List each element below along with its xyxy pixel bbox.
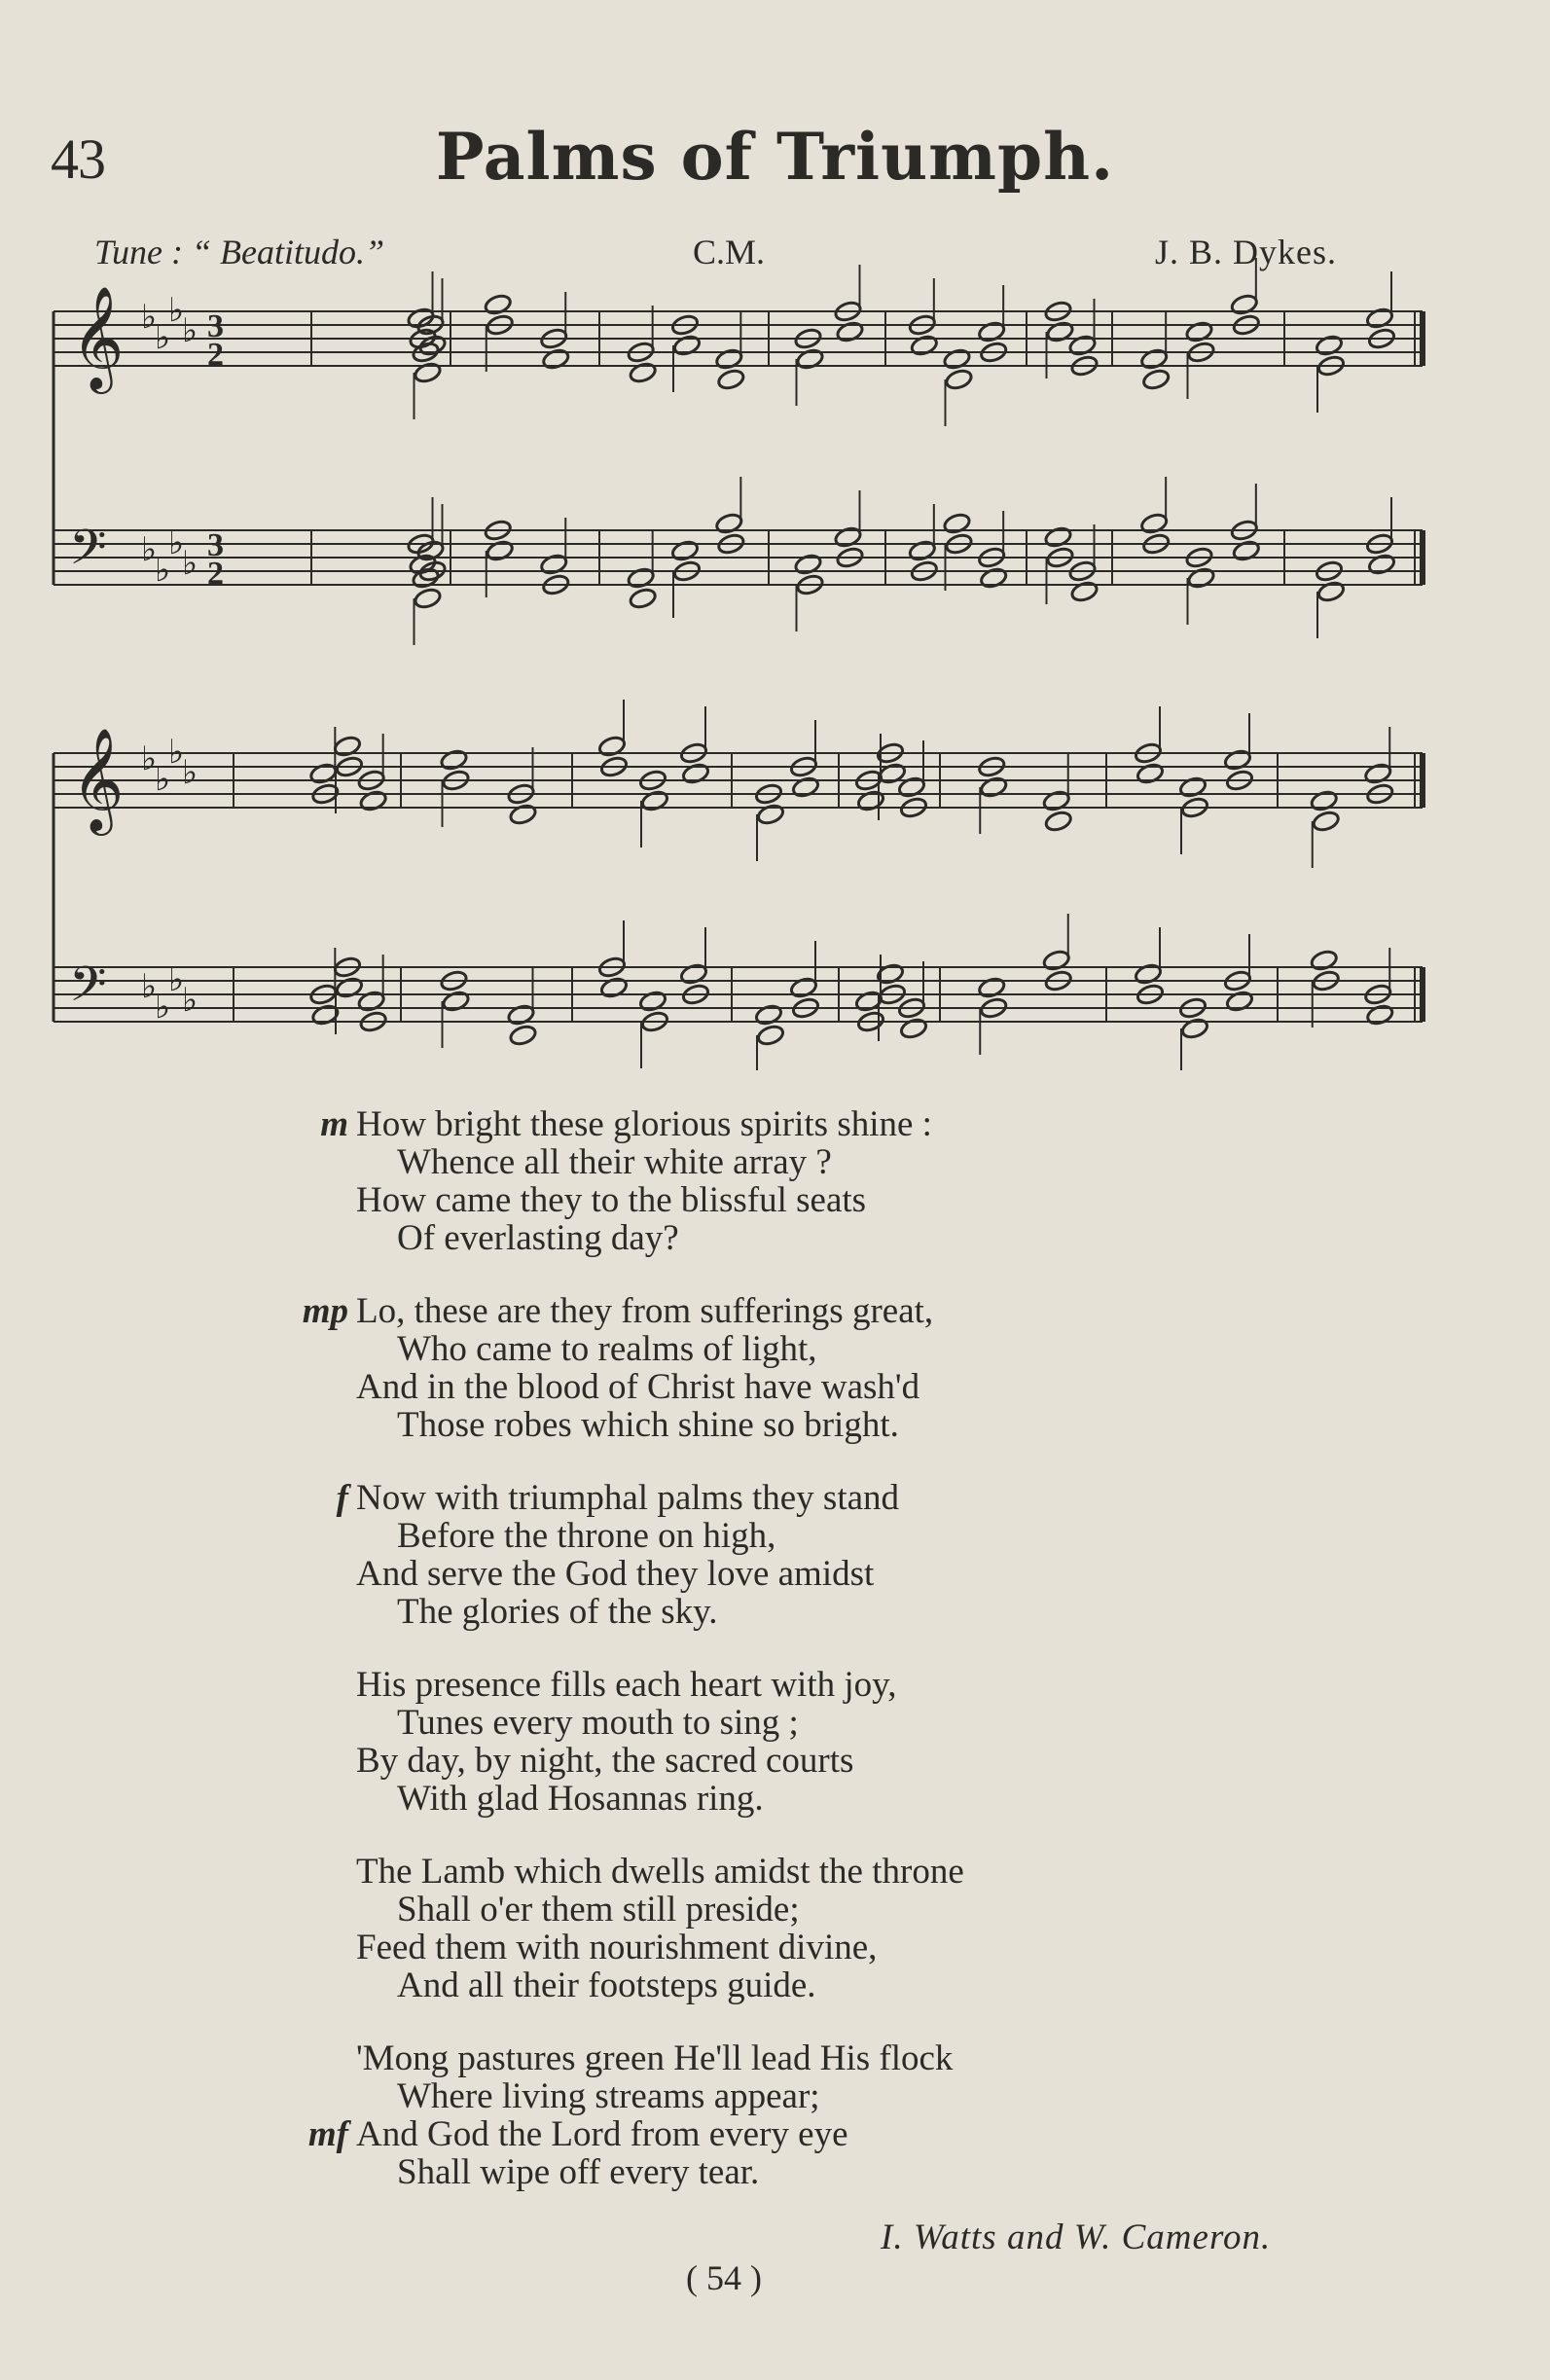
composer: J. B. Dykes. — [1155, 233, 1338, 271]
note-head — [486, 539, 515, 562]
note-head — [714, 347, 743, 371]
flat-icon: ♭ — [155, 318, 171, 357]
verse-line: His presence fills each heart with joy, — [356, 1665, 897, 1705]
flat-icon: ♭ — [141, 298, 158, 337]
time-signature-bottom: 2 — [207, 337, 224, 373]
note-head — [357, 990, 386, 1013]
verse-line: And in the blood of Christ have wash'd — [356, 1367, 920, 1407]
dynamic-mark: m — [320, 1104, 348, 1144]
tune-name: Tune : “ Beatitudo.” — [94, 233, 385, 271]
verse-6 — [292, 2039, 1362, 2191]
note-head — [1180, 1017, 1209, 1040]
verse-2 — [292, 1292, 1362, 1444]
note-head — [1044, 525, 1073, 549]
note-head — [638, 990, 667, 1013]
verse-line: Whence all their white array ? — [397, 1142, 832, 1182]
note-head — [541, 347, 570, 371]
note-head — [754, 1003, 783, 1027]
note-head — [910, 334, 939, 357]
verse-line: And serve the God they love amidst — [356, 1554, 875, 1594]
note-head — [716, 368, 745, 391]
flat-icon: ♭ — [182, 311, 198, 350]
flat-icon: ♭ — [168, 960, 185, 999]
flat-icon: ♭ — [182, 753, 198, 792]
note-head — [899, 1017, 928, 1040]
note-head — [1363, 762, 1392, 785]
note-head — [1134, 962, 1163, 986]
note-head — [1365, 307, 1394, 330]
author-credit: I. Watts and W. Cameron. — [881, 2218, 1272, 2257]
note-head — [1068, 334, 1098, 357]
note-head — [943, 347, 972, 371]
verse-line: With glad Hosannas ring. — [397, 1779, 764, 1819]
note-head — [791, 775, 820, 799]
bass-clef-icon: 𝄢 — [69, 520, 107, 588]
note-head — [836, 320, 865, 343]
note-head — [1230, 293, 1259, 316]
note-head — [1139, 347, 1169, 371]
flat-icon: ♭ — [182, 544, 198, 583]
verse-line: The glories of the sky. — [397, 1592, 718, 1632]
note-head — [1042, 949, 1071, 972]
note-head — [1139, 512, 1169, 535]
note-head — [1223, 748, 1252, 772]
note-head — [414, 361, 443, 384]
verse-line: And God the Lord from every eye — [356, 2114, 848, 2154]
note-head — [484, 293, 513, 316]
music-score — [0, 0, 1550, 1070]
verse-line: How bright these glorious spirits shine : — [356, 1104, 932, 1144]
flat-icon: ♭ — [141, 967, 158, 1006]
verse-line: Feed them with nourishment divine, — [356, 1928, 878, 1967]
note-head — [1042, 789, 1071, 812]
verse-1 — [292, 1105, 1362, 1257]
note-head — [333, 735, 362, 758]
verse-line: Those robes which shine so bright. — [397, 1405, 899, 1445]
note-head — [1185, 320, 1214, 343]
note-head — [335, 976, 364, 999]
note-head — [789, 976, 818, 999]
verse-line: Shall wipe off every tear. — [397, 2152, 760, 2192]
hymn-title: Palms of Triumph. — [435, 119, 1115, 195]
note-head — [627, 566, 656, 590]
note-head — [359, 789, 388, 812]
flat-icon: ♭ — [155, 988, 171, 1027]
hymn-number: 43 — [51, 127, 105, 191]
note-head — [878, 762, 907, 785]
meter: C.M. — [693, 233, 766, 271]
verse-line: 'Mong pastures green He'll lead His flock — [356, 2038, 954, 2078]
note-head — [1365, 1003, 1394, 1027]
note-head — [442, 990, 471, 1013]
treble-clef-icon: 𝄞 — [71, 727, 125, 831]
bass-clef-icon: 𝄢 — [69, 956, 107, 1025]
flat-icon: ♭ — [168, 733, 185, 772]
note-head — [670, 539, 700, 562]
note-head — [599, 976, 629, 999]
treble-clef-icon: 𝄞 — [71, 285, 125, 389]
time-signature-top: 3 — [207, 527, 224, 563]
verse-line: Of everlasting day? — [397, 1218, 679, 1258]
verse-5 — [292, 1853, 1362, 2004]
verse-3 — [292, 1479, 1362, 1631]
note-head — [308, 762, 338, 785]
note-head — [679, 962, 708, 986]
dynamic-mark: mf — [307, 2114, 348, 2154]
verse-line: How came they to the blissful seats — [356, 1180, 867, 1220]
note-head — [1310, 949, 1339, 972]
note-head — [1135, 762, 1165, 785]
time-signature-top: 3 — [207, 308, 224, 344]
note-head — [794, 553, 823, 576]
verse-line: Who came to realms of light, — [397, 1329, 817, 1369]
flat-icon: ♭ — [141, 530, 158, 569]
time-signature-bottom: 2 — [207, 556, 224, 592]
verse-line: Before the throne on high, — [397, 1516, 776, 1556]
verse-line: Now with triumphal palms they stand — [356, 1478, 900, 1518]
page-number: ( 54 ) — [686, 2258, 762, 2297]
note-head — [1315, 334, 1344, 357]
note-head — [977, 320, 1006, 343]
verse-4 — [292, 1666, 1362, 1818]
note-head — [796, 347, 825, 371]
note-head — [897, 775, 926, 799]
note-head — [509, 803, 538, 826]
note-head — [834, 525, 863, 549]
note-head — [1070, 580, 1099, 603]
verse-line: Lo, these are they from sufferings great, — [356, 1291, 934, 1331]
note-head — [416, 539, 446, 562]
verse-line: The Lamb which dwells amidst the throne — [356, 1852, 964, 1892]
dynamic-mark: f — [336, 1478, 348, 1518]
flat-icon: ♭ — [155, 551, 171, 590]
note-head — [1232, 539, 1261, 562]
note-head — [539, 553, 568, 576]
flat-icon: ♭ — [141, 739, 158, 778]
note-head — [856, 789, 885, 812]
note-head — [756, 803, 785, 826]
verse-line: And all their footsteps guide. — [397, 1965, 816, 2005]
note-head — [1044, 810, 1073, 833]
note-head — [1187, 566, 1216, 590]
verse-line: Tunes every mouth to sing ; — [397, 1703, 799, 1743]
note-head — [1178, 775, 1208, 799]
note-head — [1046, 320, 1075, 343]
note-head — [597, 735, 627, 758]
note-head — [640, 789, 669, 812]
note-head — [979, 775, 1008, 799]
note-head — [1225, 990, 1254, 1013]
verse-line: By day, by night, the sacred courts — [356, 1741, 854, 1781]
note-head — [681, 762, 710, 785]
note-head — [509, 1024, 538, 1047]
note-head — [714, 512, 743, 535]
verse-line: Shall o'er them still preside; — [397, 1890, 800, 1929]
dynamic-mark: mp — [302, 1291, 348, 1331]
note-head — [672, 334, 702, 357]
note-head — [977, 976, 1006, 999]
verses — [292, 1105, 1362, 2226]
note-head — [629, 361, 658, 384]
note-head — [1367, 553, 1396, 576]
note-head — [1312, 810, 1341, 833]
note-head — [507, 1003, 536, 1027]
note-head — [756, 1024, 785, 1047]
note-head — [414, 587, 443, 610]
note-head — [1316, 580, 1346, 603]
note-head — [1310, 789, 1339, 812]
note-head — [945, 368, 974, 391]
note-head — [979, 566, 1008, 590]
note-head — [440, 748, 469, 772]
verse-line: Where living streams appear; — [397, 2076, 820, 2116]
note-head — [629, 587, 658, 610]
flat-icon: ♭ — [155, 760, 171, 799]
flat-icon: ♭ — [168, 291, 185, 330]
note-head — [908, 539, 937, 562]
flat-icon: ♭ — [168, 523, 185, 562]
note-head — [943, 512, 972, 535]
note-head — [1141, 368, 1171, 391]
flat-icon: ♭ — [182, 981, 198, 1020]
